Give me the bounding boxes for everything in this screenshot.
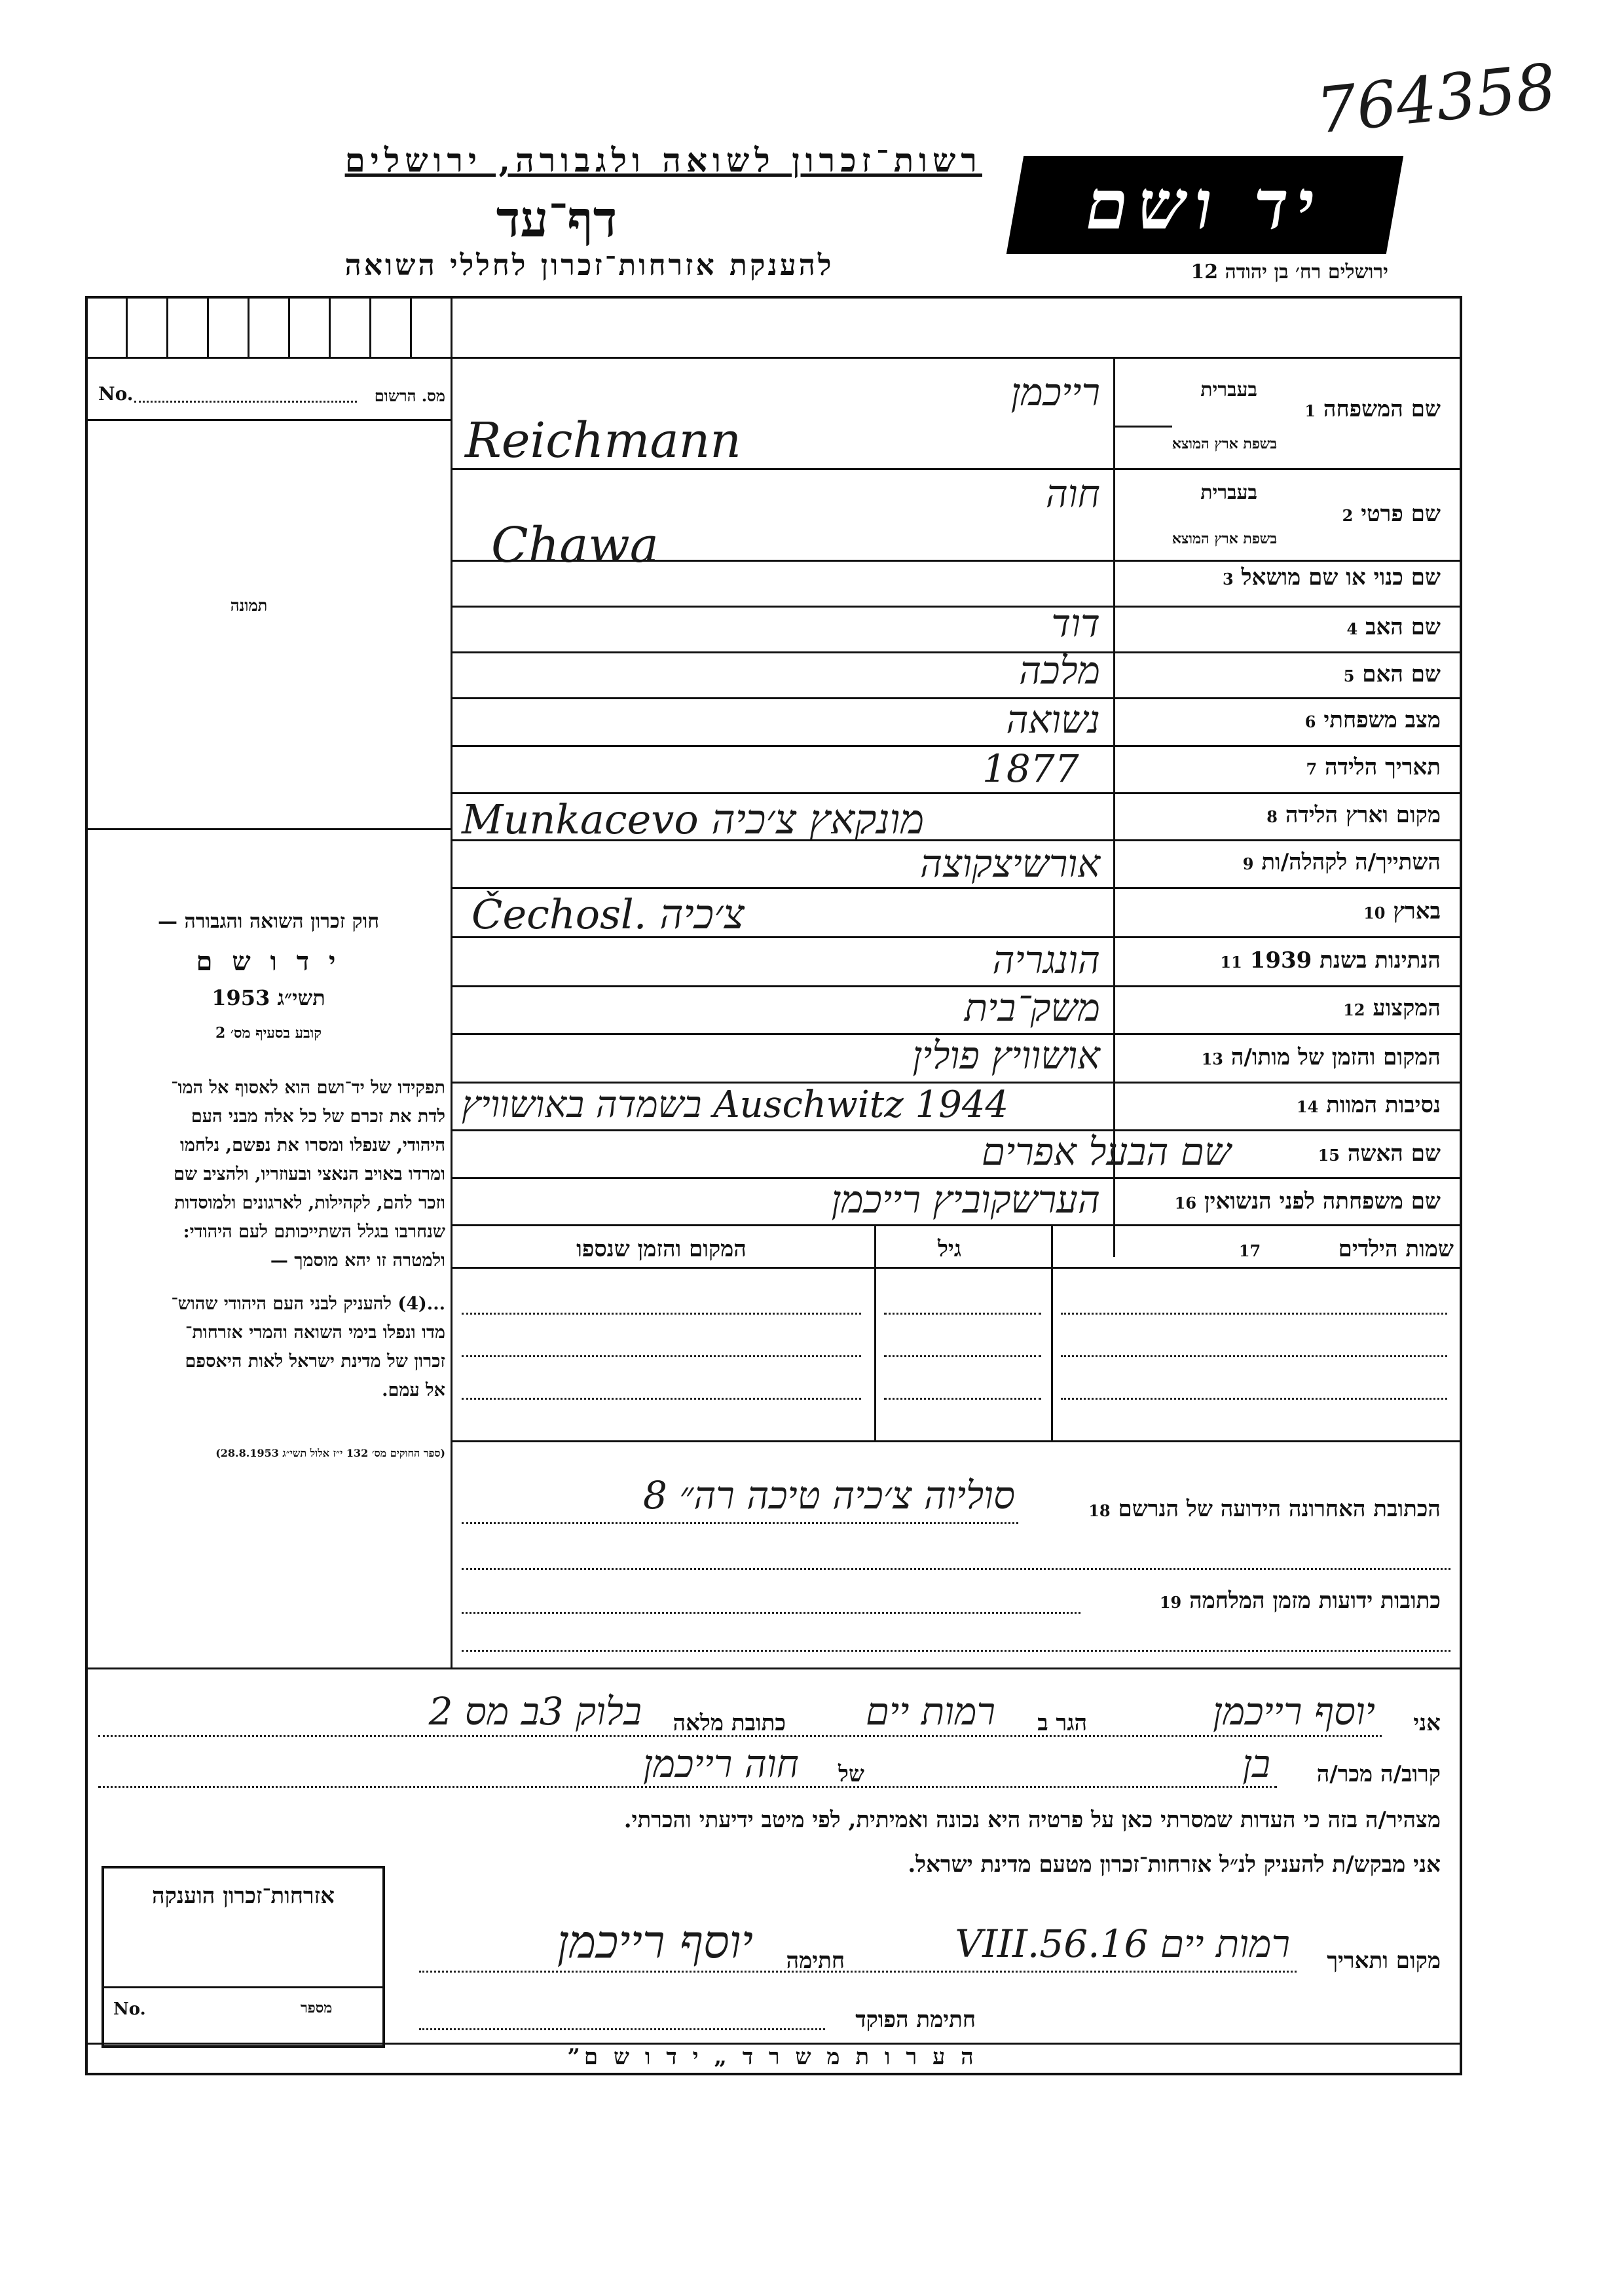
authority-title: רשות־זכרון לשואה ולגבורה, ירושלים (344, 141, 982, 179)
law-citation: (ספר החוקים מס׳ 132 י״ז אלול תשי״ג 28.8.1953) (215, 1447, 445, 1459)
field-2-sub-origin: בשפת ארץ המוצא (1172, 530, 1277, 547)
children-col-names: שמות הילדים 17 (1238, 1236, 1454, 1262)
photo-bottom-line (85, 828, 452, 830)
children-col-age: גיל (937, 1236, 962, 1262)
law-line: ...(4) להעניק לבני העם היהודי שהוש־ (171, 1294, 445, 1314)
decl-of-value: חוה רייכמן (642, 1741, 799, 1786)
field-1-value-hebrew: רייכמן (1010, 370, 1100, 414)
field-13-label: המקום והזמן של מותו/ה 13 (1201, 1044, 1441, 1070)
decl-address-value: בלוק 3ב מס 2 (428, 1689, 642, 1734)
decl-line1-dots (98, 1735, 1382, 1737)
reg-no-label: מס. הרשום (374, 386, 445, 405)
field-5-label: שם האם 5 (1343, 661, 1441, 687)
decl-official-sig-label: חתימת הפוקד (855, 2007, 976, 2033)
field-13-value: אושוויץ פולין (912, 1033, 1100, 1078)
field-10-value: Čechosl. צ׳כיה (471, 890, 745, 938)
award-box-number-line (104, 1986, 382, 1988)
field-14-label: נסיבות המוות 14 (1296, 1092, 1441, 1118)
reg-no-dots (134, 401, 357, 403)
award-box-title: אזרחות־זכרון הוענקה (152, 1883, 335, 1909)
field-9-value: אורשיצקוצה (919, 841, 1100, 886)
award-box (101, 1866, 385, 2048)
decl-place-date-label: מקום ותאריך (1327, 1948, 1441, 1974)
field-19-label: כתובות ידועות מזמן המלחמה 19 (1159, 1588, 1441, 1614)
children-col-place: המקום והזמן שנספו (576, 1236, 747, 1262)
field-16-label: שם משפחתה לפני הנשואין 16 (1174, 1188, 1441, 1214)
field-7-label: תאריך הלידה 7 (1306, 754, 1441, 780)
logo-text: יד ושם (1079, 164, 1331, 245)
field-1-value-latin: Reichmann (465, 412, 741, 469)
photo-label: תמונה (230, 596, 268, 615)
field-10-label: בארץ 10 (1363, 898, 1441, 924)
field-4-label: שם האב 4 (1346, 614, 1441, 640)
field-1-sub-hebrew: בעברית (1200, 378, 1257, 401)
footer-remarks: ה ע ר ו ת מ ש ר ד „ י ד ו ש ם” (567, 2044, 978, 2070)
law-line: ומרדו באויב הנאצי ובעוזריו, ולהציב שם (174, 1164, 445, 1184)
law-line: זכרון של מדינת ישראל לאות היאספם (185, 1351, 445, 1372)
left-panel-divider (451, 296, 452, 1667)
field-15-label: שם האשה 15 (1318, 1140, 1441, 1167)
label-column-divider (1113, 357, 1115, 1257)
field-18-value: סוליוה צ׳כיה טיכה רה״ 8 (642, 1473, 1015, 1518)
law-clause: קובע בסעיף מס׳ 2 (215, 1025, 322, 1042)
field-4-value: דוד (1051, 601, 1100, 646)
field-6-value: נשואה (1006, 697, 1100, 742)
field-11-label: הנתינות בשנת 1939 11 (1220, 947, 1441, 974)
decl-hagar-label: הגר ב (1037, 1710, 1087, 1736)
decl-statement-1: מצהיר/ה בזה כי העדות שמסרתי כאן על פרטיה היא נכונה ואמיתית, לפי מיטב ידיעתי והכרתי. (623, 1807, 1441, 1833)
declaration-top-line (85, 1667, 1460, 1669)
law-text-2 (98, 1290, 445, 1405)
reg-no-prefix: No. (98, 383, 134, 405)
decl-address-label: כתובת מלאה (673, 1710, 786, 1736)
law-line: תפקידו של יד־ושם הוא לאסוף אל המו־ (171, 1078, 445, 1098)
decl-signature-value: יוסף רייכמן (557, 1915, 753, 1969)
law-line: אל עמם. (382, 1380, 445, 1400)
decl-statement-2: אני מבקש/ת להעניק לנ״ל אזרחות־זכרון מטעם מדינת ישראל. (908, 1851, 1441, 1878)
field-9-label: השתייך/ה לקהלה/ות 9 (1242, 849, 1441, 875)
decl-hagar-value: רמות יים (865, 1689, 995, 1734)
field-19-dots (462, 1612, 1080, 1614)
form-purpose: להענקת אזרחות־זכרון לחללי השואה (344, 249, 834, 282)
decl-ani-label: אני (1413, 1710, 1441, 1736)
field-12-label: המקצוע 12 (1343, 995, 1441, 1021)
field-18-dots-2 (462, 1568, 1450, 1570)
law-text (98, 1074, 445, 1275)
award-box-number-label: מספר (301, 1999, 333, 2016)
field-3-label: שם כנוי או שם מושאל 3 (1223, 564, 1441, 591)
field-6-label: מצב משפחתי 6 (1304, 707, 1441, 733)
field-19-dots-2 (462, 1650, 1450, 1652)
decl-line2-dots (98, 1786, 1277, 1788)
law-line: וזכר להם, לקהילות, לארגונים ולמוסדות (174, 1193, 445, 1213)
field-2-label: שם פרטי 2 (1342, 501, 1441, 527)
address: ירושלים רח׳ בן יהודה 12 (1190, 261, 1388, 283)
field-15-value: שם הבעל אפרים (981, 1129, 1231, 1174)
field-14-value: בשמדה באושוויץ Auschwitz 1944 (462, 1084, 1009, 1126)
field-8-value: Munkacevo מונקאץ צ׳כיה (462, 795, 925, 843)
field-7-value: 1877 (982, 746, 1079, 791)
decl-ani-value: יוסף רייכמן (1213, 1689, 1375, 1734)
field-11-value: הונגריה (992, 938, 1100, 982)
law-line: לדת את זכרם של כל אלה מבני העם (191, 1106, 445, 1127)
decl-line3-dots (419, 1971, 1297, 1973)
field-2-value-hebrew: חוה (1045, 471, 1100, 516)
decl-place-date-value: רמות יים 16.VIII.56 (955, 1922, 1290, 1966)
photo-top-line (85, 419, 452, 421)
law-line: מדו ונפלו בימי השואה והמרי אזרחות־ (185, 1322, 445, 1343)
field-5-value: מלכה (1019, 648, 1100, 693)
award-box-no: No. (113, 1999, 146, 2019)
decl-relative-value: בן (1242, 1741, 1270, 1786)
field-2-sub-hebrew: בעברית (1200, 481, 1257, 504)
law-year: תשי״ג 1953 (212, 985, 325, 1010)
field-16-value: הערשקוביץ רייכמן (831, 1177, 1100, 1222)
decl-of-label: של (838, 1761, 864, 1787)
decl-official-sig-dots (419, 2028, 825, 2030)
form-title: דף־עד (496, 190, 618, 248)
archive-number: 764358 (1313, 50, 1560, 148)
field-12-value: משק־בית (964, 985, 1100, 1030)
field-2-value-latin: Chawa (491, 517, 659, 574)
decl-signature-label: חתימה (786, 1948, 845, 1974)
yad-vashem-logo (1006, 156, 1403, 254)
law-line: שנחרבו בגלל השתייכותם לעם היהודי: (183, 1222, 445, 1242)
field-18-dots (462, 1522, 1018, 1524)
field-1-label: שם המשפחה 1 (1304, 396, 1441, 422)
law-line: ולמטרה זו יהא מוסמך — (270, 1250, 445, 1271)
law-name: י ד ו ש ם (196, 946, 341, 977)
field-18-label: הכתובת האחרונה הידועה של הנרשם 18 (1088, 1496, 1441, 1522)
field-8-label: מקום וארץ הלידה 8 (1266, 802, 1441, 828)
decl-relative-label: קרוב/ה מכר/ה (1316, 1761, 1441, 1787)
law-line: היהודי, שנפלו ומסרו את נפשם, נלחמו (179, 1135, 445, 1156)
field-1-sub-origin: בשפת ארץ המוצא (1172, 435, 1277, 452)
law-title: חוק זכרון השואה והגבורה — (158, 910, 379, 933)
